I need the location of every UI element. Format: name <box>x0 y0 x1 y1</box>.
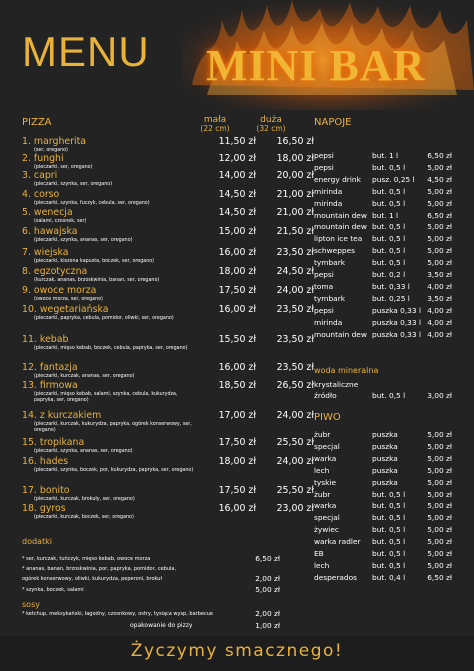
pizza-name: 5. wenecja <box>22 207 73 218</box>
pizza-desc: (pieczarki, kurczak, kukurydza, papryka, ogórek konserwowy, ser, oregano) <box>34 422 192 433</box>
pizza-name: 6. hawajska <box>22 226 78 237</box>
beer-price: 5,00 zł <box>427 501 452 511</box>
extras-price: 2,00 zł <box>255 574 280 583</box>
pizza-name: 3. capri <box>22 170 58 181</box>
pizza-desc: (pieczarki, mięso kebab, boczek, cebula, papryka, ser, oregano) <box>34 346 188 351</box>
pizza-price-large: 24,50 zł <box>276 266 314 277</box>
col-small-size: (22 cm) <box>200 124 230 133</box>
drink-volume: but. 0,5 l <box>372 234 406 244</box>
beer-volume: but. 0,4 l <box>372 572 406 582</box>
beer-volume: but. 0,5 l <box>372 501 406 511</box>
pizza-price-small: 18,00 zł <box>218 266 256 277</box>
drink-price: 4,00 zł <box>427 329 452 339</box>
pizza-price-large: 24,00 zł <box>276 410 314 421</box>
pizza-price-small: 17,00 zł <box>218 410 256 421</box>
drink-name: mirinda <box>314 317 343 327</box>
pizza-name: 13. firmowa <box>22 380 78 391</box>
pizza-desc: (pieczarki, szynka, ananas, ser, oregano) <box>34 449 133 454</box>
beer-name: specjal <box>314 441 340 451</box>
drink-name: tymbark <box>314 258 346 268</box>
beer-price: 5,00 zł <box>427 513 452 523</box>
beer-price: 5,00 zł <box>427 549 452 558</box>
beer-price: 5,00 zł <box>427 560 452 570</box>
pizza-desc: (pieczarki, szynka, ser, oregano) <box>34 182 113 187</box>
beer-price: 5,00 zł <box>427 430 452 439</box>
extras-line: * szynka, boczek, salami <box>22 587 84 593</box>
water-name: krystaliczne <box>314 380 359 389</box>
beer-price: 5,00 zł <box>427 525 452 535</box>
beer-volume: but. 0,5 l <box>372 537 406 547</box>
pizza-price-small: 17,50 zł <box>218 437 256 448</box>
drink-name: pepsi <box>314 151 334 160</box>
drink-price: 3,50 zł <box>427 270 452 279</box>
pizza-name: 17. bonito <box>22 485 70 496</box>
drink-volume: but. 0,5 l <box>372 186 406 196</box>
pizza-desc: (pieczarki, kurczak, ananas, ser, oregano) <box>34 374 135 379</box>
drink-volume: puszka 0,33 l <box>372 305 421 315</box>
beer-price: 5,00 zł <box>427 537 452 547</box>
beer-price: 6,50 zł <box>427 572 452 582</box>
pizza-name: 11. kebab <box>22 334 69 345</box>
drink-name: pepsi <box>314 270 334 279</box>
extras-title: dodatki <box>22 537 52 546</box>
pizza-price-large: 21,50 zł <box>276 226 314 237</box>
pizza-price-small: 14,50 zł <box>218 189 256 200</box>
drink-price: 4,00 zł <box>427 305 452 315</box>
drink-name: toma <box>314 281 334 291</box>
drink-volume: but. 0,5 l <box>372 258 406 268</box>
pizza-name: 12. fantazja <box>22 362 78 373</box>
beer-name: żywiec <box>314 525 339 535</box>
drink-name: mirinda <box>314 186 343 196</box>
pizza-price-small: 14,50 zł <box>218 207 256 218</box>
drink-volume: puszka 0,33 l <box>372 329 421 339</box>
pizza-name: 9. owoce morza <box>22 285 97 296</box>
pizza-price-large: 16,50 zł <box>276 136 314 147</box>
sauces-title: sosy <box>22 600 40 609</box>
box-price: 1,00 zł <box>255 621 280 630</box>
pizza-price-small: 15,50 zł <box>218 334 256 345</box>
beer-name: lech <box>314 465 330 475</box>
pizza-desc: (ser, oregano) <box>34 148 68 153</box>
pizza-price-small: 11,50 zł <box>218 136 256 147</box>
beer-volume: puszka <box>372 465 398 475</box>
pizza-desc: (kurczak, ananas, brzoskwinia, banan, ser, oregano) <box>34 278 160 283</box>
pizza-price-small: 16,00 zł <box>218 247 256 258</box>
drink-price: 4,00 zł <box>427 281 452 291</box>
beer-price: 5,00 zł <box>427 477 452 487</box>
extras-line: * ser, kurczak, tuńczyk, mięso kebab, owoce morza <box>22 556 151 562</box>
pizza-price-small: 16,00 zł <box>218 362 256 373</box>
beer-name: warka radler <box>314 537 361 547</box>
beer-volume: but. 0,5 l <box>372 525 406 535</box>
pizza-price-small: 18,50 zł <box>218 380 256 391</box>
beer-name: desperados <box>314 572 357 582</box>
beer-volume: but. 0,5 l <box>372 549 406 558</box>
drink-name: energy drink <box>314 174 361 184</box>
drink-price: 5,00 zł <box>427 198 452 208</box>
pizza-section-title: PIZZA <box>22 117 52 128</box>
col-small-label: mała <box>203 115 227 125</box>
pizza-name: 14. z kurczakiem <box>22 410 102 421</box>
drink-name: schweppes <box>314 246 355 256</box>
pizza-col-large <box>252 115 290 133</box>
pizza-desc: (pieczarki, kurczak, boczek, ser, oregano) <box>34 515 134 520</box>
extras-line: ogórek konserwowy, oliwki, kukurydza, peperoni, brokuł <box>22 576 162 582</box>
footer-text: Życzymy smacznego! <box>130 641 344 661</box>
beer-name: żubr <box>314 430 331 439</box>
pizza-price-large: 24,00 zł <box>276 285 314 296</box>
drink-volume: but. 0,25 l <box>372 293 410 303</box>
pizza-price-large: 18,00 zł <box>276 153 314 164</box>
pizza-price-large: 23,00 zł <box>276 503 314 514</box>
pizza-name: 8. egzotyczna <box>22 266 88 277</box>
pizza-price-small: 17,50 zł <box>218 485 256 496</box>
brand-title: MINI BAR <box>206 41 426 90</box>
sauces-line: * ketchup, meksykański, łagodny, czosnkowy, ostry, tysiąca wysp, barbecue <box>22 611 213 617</box>
pizza-price-large: 23,50 zł <box>276 334 314 345</box>
drink-volume: but. 0,33 l <box>372 281 410 291</box>
pizza-price-large: 20,00 zł <box>276 170 314 181</box>
beer-volume: but. 0,5 l <box>372 489 406 499</box>
drink-price: 4,00 zł <box>427 317 452 327</box>
pizza-desc: (pieczarki, kurczak, brokuły, ser, oregano) <box>34 497 135 502</box>
pizza-desc: (pieczarki, papryka, cebula, pomidor, oliwki, ser, oregano) <box>34 316 174 321</box>
beer-price: 5,00 zł <box>427 489 452 499</box>
pizza-desc: (pieczarki, kiszona kapusta, boczek, ser, oregano) <box>34 259 155 264</box>
pizza-col-small <box>196 115 234 133</box>
beer-name: specjal <box>314 513 340 523</box>
pizza-name: 2. funghi <box>22 153 64 164</box>
beer-price: 5,00 zł <box>427 441 452 451</box>
beer-volume: puszka <box>372 430 398 439</box>
pizza-price-small: 16,00 zł <box>218 503 256 514</box>
menu-heading: MENU <box>22 28 150 75</box>
beer-price: 5,00 zł <box>427 453 452 463</box>
drink-volume: but. 0,5 l <box>372 198 406 208</box>
beer-volume: puszka <box>372 441 398 451</box>
box-label: opakowanie do pizzy <box>130 622 193 629</box>
drink-name: lipton ice tea <box>314 234 363 244</box>
drink-name: mirinda <box>314 198 343 208</box>
drink-price: 6,50 zł <box>427 210 452 220</box>
pizza-price-small: 16,00 zł <box>218 304 256 315</box>
beer-name: lech <box>314 560 330 570</box>
pizza-price-large: 26,50 zł <box>276 380 314 391</box>
drink-volume: but. 1 l <box>372 210 399 220</box>
pizza-desc: (pieczarki, mięso kebab, salami, szynka, cebula, kukurydza, papryka, ser, oregano) <box>34 392 178 403</box>
drink-name: mountain dew <box>314 222 367 232</box>
drink-volume: pusz. 0,25 l <box>372 174 415 184</box>
pizza-price-large: 25,50 zł <box>276 485 314 496</box>
pizza-desc: (owoce morza, ser, oregano) <box>34 297 103 302</box>
pizza-desc: (pieczarki, szynka, boczek, por, kukurydza, papryka, ser, oregano) <box>34 468 194 473</box>
drink-price: 5,00 zł <box>427 246 452 256</box>
pizza-desc: (salami, czosnek, ser) <box>34 219 87 224</box>
pizza-price-large: 21,00 zł <box>276 207 314 218</box>
pizza-name: 10. wegetariańska <box>22 304 109 315</box>
pizza-price-large: 25,50 zł <box>276 437 314 448</box>
drink-price: 5,00 zł <box>427 258 452 268</box>
pizza-desc: (pieczarki, ser, oregano) <box>34 165 93 170</box>
drink-name: mountain dew <box>314 210 367 220</box>
drink-name: pepsi <box>314 162 334 172</box>
beer-name: warka <box>314 453 337 463</box>
pizza-price-large: 21,00 zł <box>276 189 314 200</box>
drink-volume: but. 0,2 l <box>372 270 406 279</box>
sauces-price: 2,00 zł <box>255 609 280 618</box>
drink-price: 5,00 zł <box>427 222 452 232</box>
pizza-price-large: 23,50 zł <box>276 362 314 373</box>
drink-price: 6,50 zł <box>427 151 452 160</box>
col-large-size: (32 cm) <box>256 124 286 133</box>
beer-name: tyskie <box>314 477 337 487</box>
beer-title: PIWO <box>314 412 341 423</box>
drink-name: mountain dew <box>314 329 367 339</box>
pizza-desc: (pieczarki, szynka, fuczyk, cebula, ser, oregano) <box>34 201 150 206</box>
beer-name: EB <box>314 549 324 558</box>
drink-price: 5,00 zł <box>427 234 452 244</box>
water-price: 3,00 zł <box>427 391 452 400</box>
extras-price: 5,00 zł <box>255 585 280 594</box>
pizza-price-small: 18,00 zł <box>218 456 256 467</box>
pizza-name: 7. wiejska <box>22 247 69 258</box>
beer-volume: puszka <box>372 477 398 487</box>
pizza-price-large: 24,00 zł <box>276 456 314 467</box>
pizza-name: 4. corso <box>22 189 60 200</box>
drink-price: 5,00 zł <box>427 186 452 196</box>
drink-name: tymbark <box>314 293 346 303</box>
beer-volume: but. 0,5 l <box>372 513 406 523</box>
pizza-name: 15. tropikana <box>22 437 85 448</box>
drink-price: 3,50 zł <box>427 293 452 303</box>
drink-volume: puszka 0,33 l <box>372 317 421 327</box>
drinks-title: NAPOJE <box>314 117 352 128</box>
pizza-name: 16. hades <box>22 456 69 467</box>
beer-price: 5,00 zł <box>427 465 452 475</box>
pizza-price-small: 12,00 zł <box>218 153 256 164</box>
beer-volume: but. 0,5 l <box>372 560 406 570</box>
beer-volume: puszka <box>372 453 398 463</box>
drink-price: 5,00 zł <box>427 162 452 172</box>
drink-name: pepsi <box>314 305 334 315</box>
drink-price: 4,50 zł <box>427 174 452 184</box>
pizza-price-small: 17,50 zł <box>218 285 256 296</box>
drink-volume: but. 1 l <box>372 151 399 160</box>
col-large-label: duża <box>260 115 282 125</box>
drink-volume: but. 0,5 l <box>372 246 406 256</box>
extras-price: 6,50 zł <box>255 554 280 563</box>
water-title: woda mineralna <box>314 366 379 375</box>
pizza-price-small: 15,00 zł <box>218 226 256 237</box>
pizza-desc: (pieczarki, szynka, ananas, ser, oregano) <box>34 238 133 243</box>
pizza-name: 1. margherita <box>22 136 87 147</box>
drink-volume: but. 0,5 l <box>372 222 406 232</box>
pizza-price-large: 23,50 zł <box>276 304 314 315</box>
beer-name: żubr <box>314 489 331 499</box>
extras-line: * ananas, banan, brzoskwinia, por, papryka, pomidor, cebula, <box>22 566 177 572</box>
pizza-price-small: 14,00 zł <box>218 170 256 181</box>
pizza-price-large: 23,50 zł <box>276 247 314 258</box>
water-name: źródło <box>314 391 337 400</box>
beer-name: warka <box>314 501 337 511</box>
pizza-name: 18. gyros <box>22 503 66 514</box>
drink-volume: but. 0,5 l <box>372 162 406 172</box>
water-volume: but. 0,5 l <box>372 391 406 400</box>
